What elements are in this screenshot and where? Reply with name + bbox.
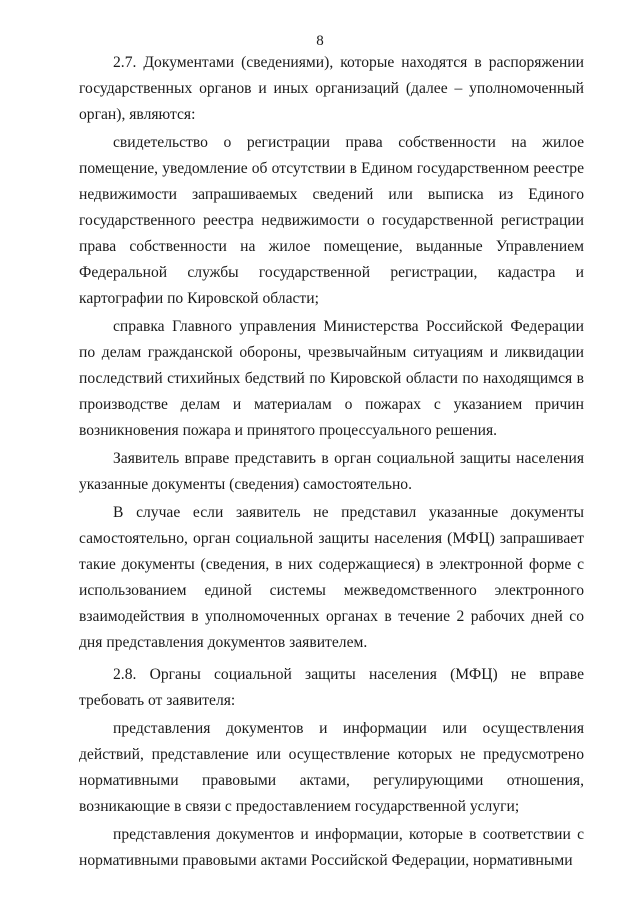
paragraph-registration-certificate: свидетельство о регистрации права собственности на жилое помещение, уведомление об отсутствии в Едином государственном реестре недвижимости запрашиваемых сведений или выписка из Единого государственного реестра недвижимости о государственной регистрации права собственности на жилое помещение, выданные Управлением Федеральной службы государственной регистрации, кадастра и картографии по Кировской области; [79, 134, 584, 307]
paragraph-2-8-intro: 2.8. Органы социальной защиты населения (МФЦ) не вправе требовать от заявителя: [79, 666, 584, 709]
paragraph-2-7-intro: 2.7. Документами (сведениями), которые находятся в распоряжении государственных органов и иных организаций (далее – уполномоченный орган), являются: [79, 54, 584, 123]
document-body [79, 50, 584, 874]
paragraph-interagency-request: В случае если заявитель не представил указанные документы самостоятельно, орган социальной защиты населения (МФЦ) запрашивает такие документы (сведения, в них содержащиеся) в электронной форме с использованием единой системы межведомственного электронного взаимодействия в уполномоченных органах в течение 2 рабочих дней со дня представления документов заявителем. [79, 504, 584, 651]
page-number: 8 [316, 33, 324, 49]
paragraph-fire-certificate: справка Главного управления Министерства Российской Федерации по делам гражданской обороны, чрезвычайным ситуациям и ликвидации последствий стихийных бедствий по Кировской области по находящимся в производстве делам и материалам о пожарах с указанием причин возникновения пожара и принятого процессуального решения. [79, 318, 584, 439]
paragraph-applicant-right: Заявитель вправе представить в орган социальной защиты населения указанные документы (сведения) самостоятельно. [79, 450, 584, 493]
paragraph-not-required-actions: представления документов и информации или осуществления действий, представление или осуществление которых не предусмотрено нормативными правовыми актами, регулирующими отношения, возникающие в связи с предоставлением государственной услуги; [79, 720, 584, 815]
paragraph-not-required-documents: представления документов и информации, которые в соответствии с нормативными правовыми актами Российской Федерации, нормативными [79, 826, 584, 869]
